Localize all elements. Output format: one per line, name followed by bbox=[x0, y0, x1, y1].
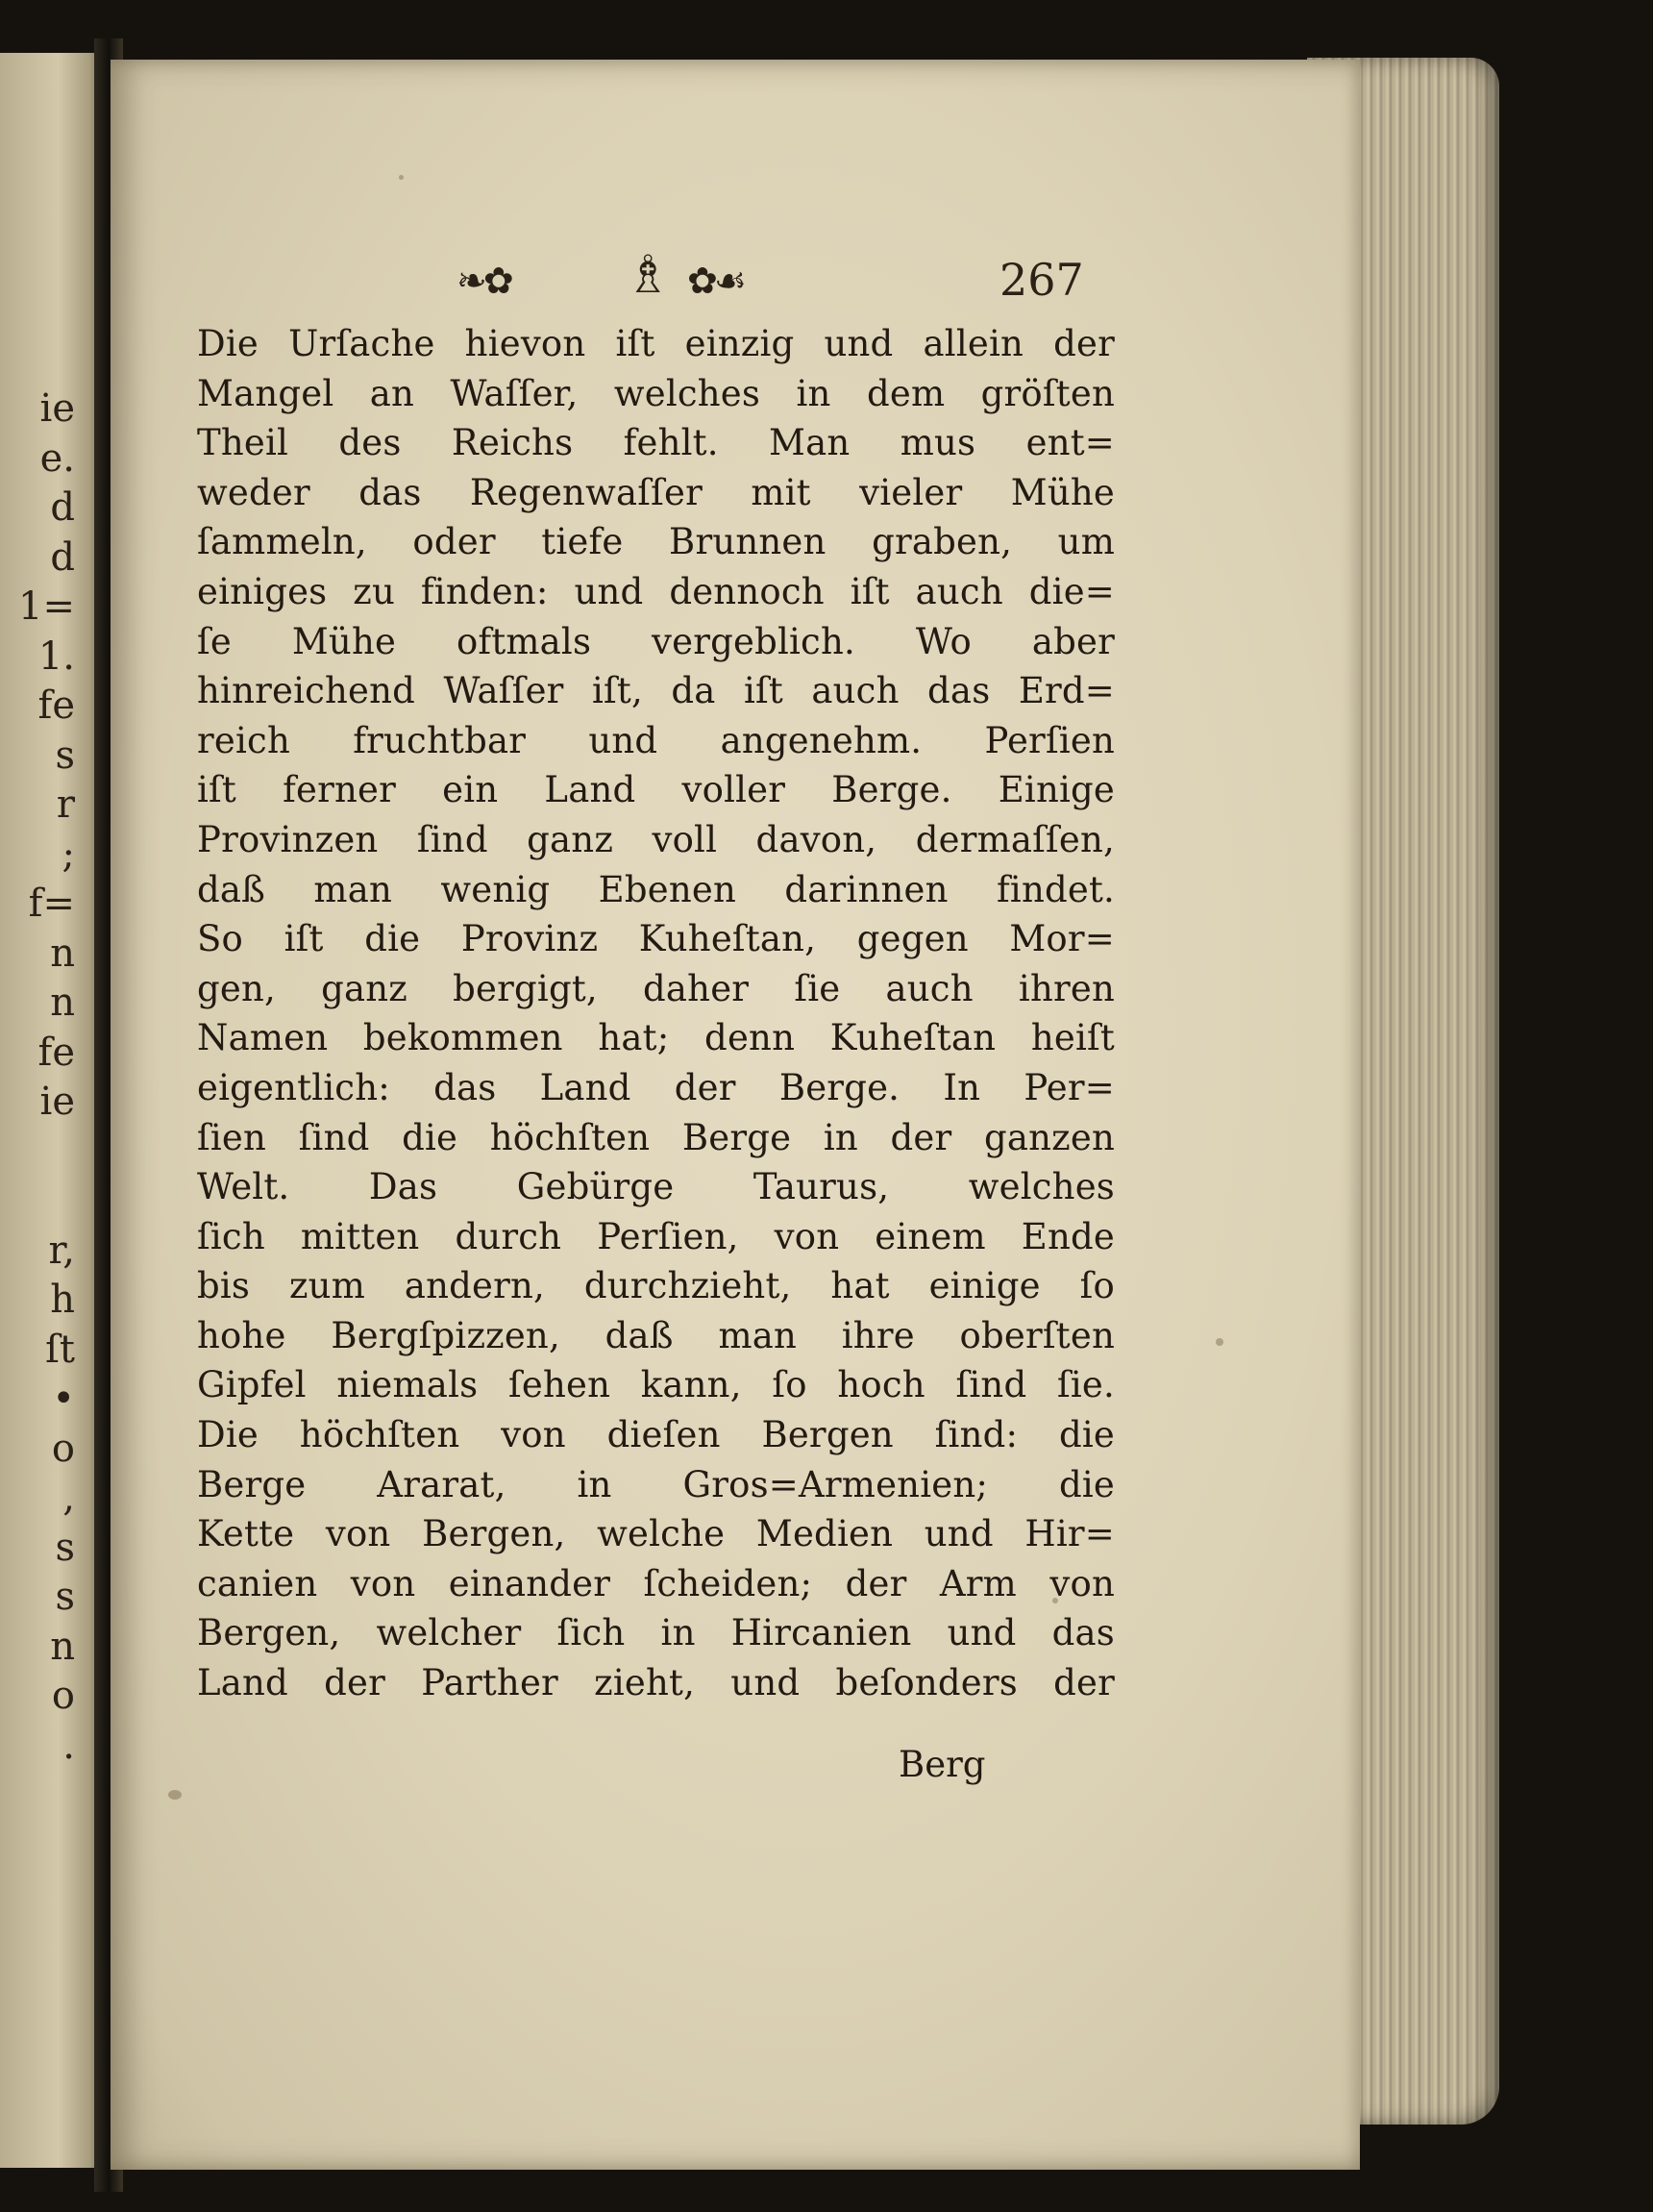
previous-page-fragment: n bbox=[50, 981, 75, 1025]
text-line: Mangel an Waſſer, welches in dem gröſten bbox=[197, 372, 1115, 414]
previous-page-fragment: , bbox=[62, 1476, 75, 1520]
foxing-spot bbox=[399, 175, 404, 180]
previous-page-fragment: s bbox=[55, 1525, 75, 1570]
previous-page-fragment bbox=[8, 1177, 75, 1227]
previous-page-fragment: h bbox=[50, 1278, 75, 1322]
previous-page-fragment: o bbox=[51, 1674, 75, 1718]
previous-page-fragment: . bbox=[62, 1723, 75, 1768]
text-line: Land der Parther zieht, und beſonders der bbox=[197, 1662, 1115, 1704]
text-line: ſe Mühe oftmals vergeblich. Wo aber bbox=[197, 620, 1115, 662]
previous-page-fragment: ie bbox=[39, 1080, 75, 1124]
text-line: hinreichend Waſſer iſt, da iſt auch das Erd= bbox=[197, 670, 1115, 712]
text-line: ſammeln, oder tiefe Brunnen graben, um bbox=[197, 521, 1115, 563]
previous-page-fragment: o bbox=[51, 1426, 75, 1471]
text-line: Kette von Bergen, welche Medien und Hir= bbox=[197, 1513, 1115, 1555]
text-line: bis zum andern, durchzieht, hat einige ſo bbox=[197, 1265, 1115, 1307]
text-line: einiges zu finden: und dennoch iſt auch die= bbox=[197, 570, 1115, 612]
previous-page-fragment: n bbox=[50, 1624, 75, 1669]
previous-page-fragment: d bbox=[50, 485, 75, 530]
ornament-left-icon: ❧✿ bbox=[456, 260, 510, 302]
previous-page-fragment: s bbox=[55, 1575, 75, 1619]
text-line: ſich mitten durch Perſien, von einem Ende bbox=[197, 1215, 1115, 1257]
text-line: Welt. Das Gebürge Taurus, welches bbox=[197, 1166, 1115, 1208]
body-text bbox=[197, 319, 1115, 1708]
previous-page-fragment: r, bbox=[48, 1228, 75, 1273]
text-line: Berge Ararat, in Gros=Armenien; die bbox=[197, 1463, 1115, 1505]
previous-page bbox=[0, 53, 106, 2168]
text-line: Provinzen ſind ganz voll davon, dermaſſen, bbox=[197, 818, 1115, 860]
previous-page-fragment: ie bbox=[39, 386, 75, 431]
previous-page-fragment: fe bbox=[37, 683, 75, 728]
text-line: ſien ſind die höchſten Berge in der ganzen bbox=[197, 1116, 1115, 1158]
foxing-spot bbox=[1216, 1338, 1223, 1346]
current-page bbox=[111, 60, 1360, 2170]
text-line: Theil des Reichs fehlt. Man mus ent= bbox=[197, 422, 1115, 464]
ornament-right-icon: ✿☙ bbox=[687, 260, 743, 302]
text-line: Die Urſache hievon iſt einzig und allein der bbox=[197, 323, 1115, 364]
catchword: Berg bbox=[899, 1744, 986, 1785]
previous-page-fragment: ſt bbox=[45, 1327, 75, 1372]
previous-page-fragment: 1. bbox=[37, 634, 75, 679]
previous-page-fragment: f= bbox=[28, 882, 75, 926]
text-line: So iſt die Provinz Kuheſtan, gegen Mor= bbox=[197, 918, 1115, 960]
page-header bbox=[456, 233, 1129, 310]
previous-page-fragment: 1= bbox=[18, 584, 75, 629]
previous-page-fragment: e. bbox=[39, 435, 75, 481]
previous-page-fragment: d bbox=[50, 534, 75, 580]
text-line: Bergen, welcher ſich in Hircanien und das bbox=[197, 1612, 1115, 1654]
text-line: Namen bekommen hat; denn Kuheſtan heiſt bbox=[197, 1017, 1115, 1059]
text-line: gen, ganz bergigt, daher ſie auch ihren bbox=[197, 967, 1115, 1009]
text-line: daß man wenig Ebenen darinnen findet. bbox=[197, 868, 1115, 910]
text-line: iſt ferner ein Land voller Berge. Einige bbox=[197, 769, 1115, 811]
previous-page-text-fragments bbox=[8, 385, 75, 1771]
previous-page-fragment: • bbox=[52, 1377, 75, 1421]
previous-page-fragment: r bbox=[56, 783, 75, 827]
page-number: 267 bbox=[999, 254, 1084, 306]
text-line: weder das Regenwaſſer mit vieler Mühe bbox=[197, 471, 1115, 513]
previous-page-fragment: n bbox=[50, 931, 75, 976]
text-line: reich fruchtbar und angenehm. Perſien bbox=[197, 719, 1115, 761]
ornament-center-icon: ♗ bbox=[625, 244, 672, 305]
previous-page-fragment bbox=[8, 1128, 75, 1178]
text-line: Gipfel niemals ſehen kann, ſo hoch ſind ſie. bbox=[197, 1364, 1115, 1406]
text-line: eigentlich: das Land der Berge. In Per= bbox=[197, 1066, 1115, 1108]
previous-page-fragment: fe bbox=[37, 1030, 75, 1075]
text-line: hohe Bergſpizzen, daß man ihre oberſten bbox=[197, 1314, 1115, 1356]
previous-page-fragment: s bbox=[55, 733, 75, 778]
previous-page-fragment: ; bbox=[62, 832, 75, 877]
foxing-spot bbox=[168, 1790, 182, 1800]
text-line: Die höchſten von dieſen Bergen ſind: die bbox=[197, 1414, 1115, 1456]
text-line: canien von einander ſcheiden; der Arm von bbox=[197, 1562, 1115, 1604]
foxing-spot bbox=[1052, 1598, 1058, 1603]
